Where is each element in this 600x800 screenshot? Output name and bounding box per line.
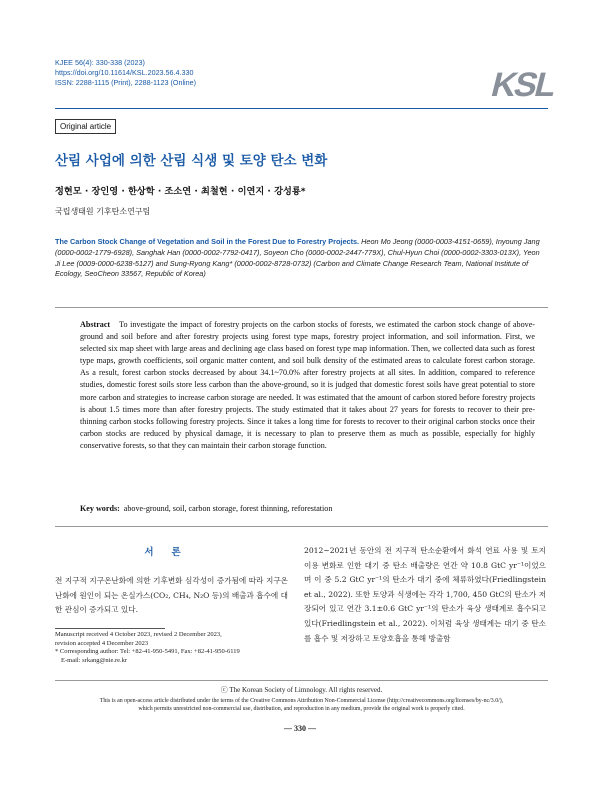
copyright-line: ⓒ The Korean Society of Limnology. All rights reserved. xyxy=(220,686,383,694)
abstract-bottom-rule xyxy=(55,526,548,527)
footnote-rule xyxy=(55,628,165,629)
journal-info xyxy=(55,58,196,88)
footnote-accepted: revision accepted 4 December 2023 xyxy=(55,639,149,647)
license-notice xyxy=(55,697,548,713)
article-type-badge: Original article xyxy=(55,119,116,134)
abstract-top-rule xyxy=(55,307,548,308)
logo-text: KSL xyxy=(487,66,559,104)
abstract xyxy=(80,319,535,452)
ksl-logo xyxy=(486,62,559,104)
header-rule xyxy=(55,108,548,109)
affiliation: 국립생태원 기후탄소연구팀 xyxy=(55,207,151,216)
page-number: — 330 — xyxy=(284,724,316,733)
footnote xyxy=(55,631,295,665)
keywords xyxy=(80,503,535,515)
english-header xyxy=(55,237,546,280)
license-rule xyxy=(55,680,548,681)
footnote-corresponding: * Corresponding author: Tel: +82-41-950-5491, Fax: +82-41-950-6119 xyxy=(55,648,240,656)
keywords-label: Key words: xyxy=(80,504,120,513)
footnote-email[interactable]: E-mail: srkang@nie.re.kr xyxy=(61,656,128,664)
keywords-text: above-ground, soil, carbon storage, forest thinning, reforestation xyxy=(123,504,333,513)
article-title: 산림 사업에 의한 산림 식생 및 토양 탄소 변화 xyxy=(55,153,328,169)
intro-left-column: 전 지구적 지구온난화에 의한 기후변화 심각성이 증가됨에 따라 지구온난화에 원인이 되는 온실가스(CO₂, CH₄, N₂O 등)의 배출과 흡수에 대한 관심이 증가되고 있다. xyxy=(55,576,288,615)
license-line-2: which permits unrestricted non-commercial use, distribution, and reproduction in any medium, provide the original work is properly cited. xyxy=(138,706,465,713)
intro-right-column: 2012~2021년 동안의 전 지구적 탄소순환에서 화석 연료 사용 및 토지이용 변화로 인한 대기 중 탄소 배출량은 연간 약 10.8 GtC yr⁻¹이었으며 이 중 5.2 GtC yr⁻¹의 탄소가 대기 중에 체류하였다(Friedlingstein et al., 2022). 또한 토양과 식생에는 각각 1,700, 450 GtC의 탄소가 저장되어 있고 연간 3.1±0.6 GtC yr⁻¹의 탄소가 육상 생태계로 흡수되고 있다(Friedlingstein et al., 2022). 이처럼 육상 생태계는 대기 중 탄소를 흡수 및 저장하고 토양호흡을 통해 방출함 xyxy=(304,546,546,643)
footnote-received: Manuscript received 4 October 2023, revised 2 December 2023, xyxy=(55,631,222,638)
english-title: The Carbon Stock Change of Vegetation and Soil in the Forest Due to Forestry Projects. xyxy=(55,237,360,246)
author-list: 정현모 · 장인영 · 한상학 · 조소연 · 최철현 · 이연지 · 강성룡* xyxy=(55,186,306,197)
english-authors: Heon Mo Jeong (0000-0003-4151-0659), Inyoung Jang (0000-0002-1779-6928), Sanghak Han (0000-0002-7792-0417), Soyeon Cho (0000-0002-2447-779X), Chul-Hyun Choi (0000-0002-3303-013X), Yeon Ji Lee (0009-0000-6238-5127) and Sung-Ryong Kang* xyxy=(55,237,540,268)
section-heading-intro: 서론 xyxy=(144,547,199,558)
license-line-1: This is an open-access article distributed under the terms of the Creative Commons Attribution Non-Commercial License (http://creativecommons.org/licenses/by-nc/3.0/), xyxy=(99,698,504,704)
english-affiliation: (0000-0002-8728-0732) (Carbon and Climate Change Research Team, National Institute of Ecology, SeoCheon 33567, Republic of Korea) xyxy=(55,258,529,279)
journal-doi[interactable]: https://doi.org/10.11614/KSL.2023.56.4.330 xyxy=(55,68,194,77)
journal-issn: ISSN: 2288-1115 (Print), 2288-1123 (Online) xyxy=(55,78,197,87)
abstract-label: Abstract xyxy=(80,320,111,329)
journal-citation: KJEE 56(4): 330-338 (2023) xyxy=(55,58,145,67)
abstract-text: To investigate the impact of forestry projects on the carbon stocks of forests, we estimated the carbon stock change of above-ground and soil before and after forestry projects using forest type maps, forestry project information, and soil information. First, we selected six map sheet with large areas and declining age class based on forest type map information. Then, we collected data such as forest type maps, growth coefficients, soil organic matter content, and soil bulk density of the estimated areas to calculate forest carbon storage. As a result, forest carbon stocks decreased by about 34.1~70.0% after forestry projects at all sites. In addition, compared to reference studies, domestic forest soils store less carbon than the above-ground, so it is judged that domestic forest soils have great potential to store more carbon and strategies to increase carbon storage are needed. It was estimated that the amount of carbon stored before forestry projects is about 1.5 times more than after forestry projects. The study estimated that it takes about 27 years for forests to recover to their pre-thinning carbon stocks following forestry projects. Since it takes a long time for forests to recover to their original carbon stocks once their carbon stocks are reduced by physical damage, it is necessary to plan to preserve them as much as possible, especially for highly conservative forests, so that they can maintain their carbon storage function. xyxy=(80,320,535,450)
